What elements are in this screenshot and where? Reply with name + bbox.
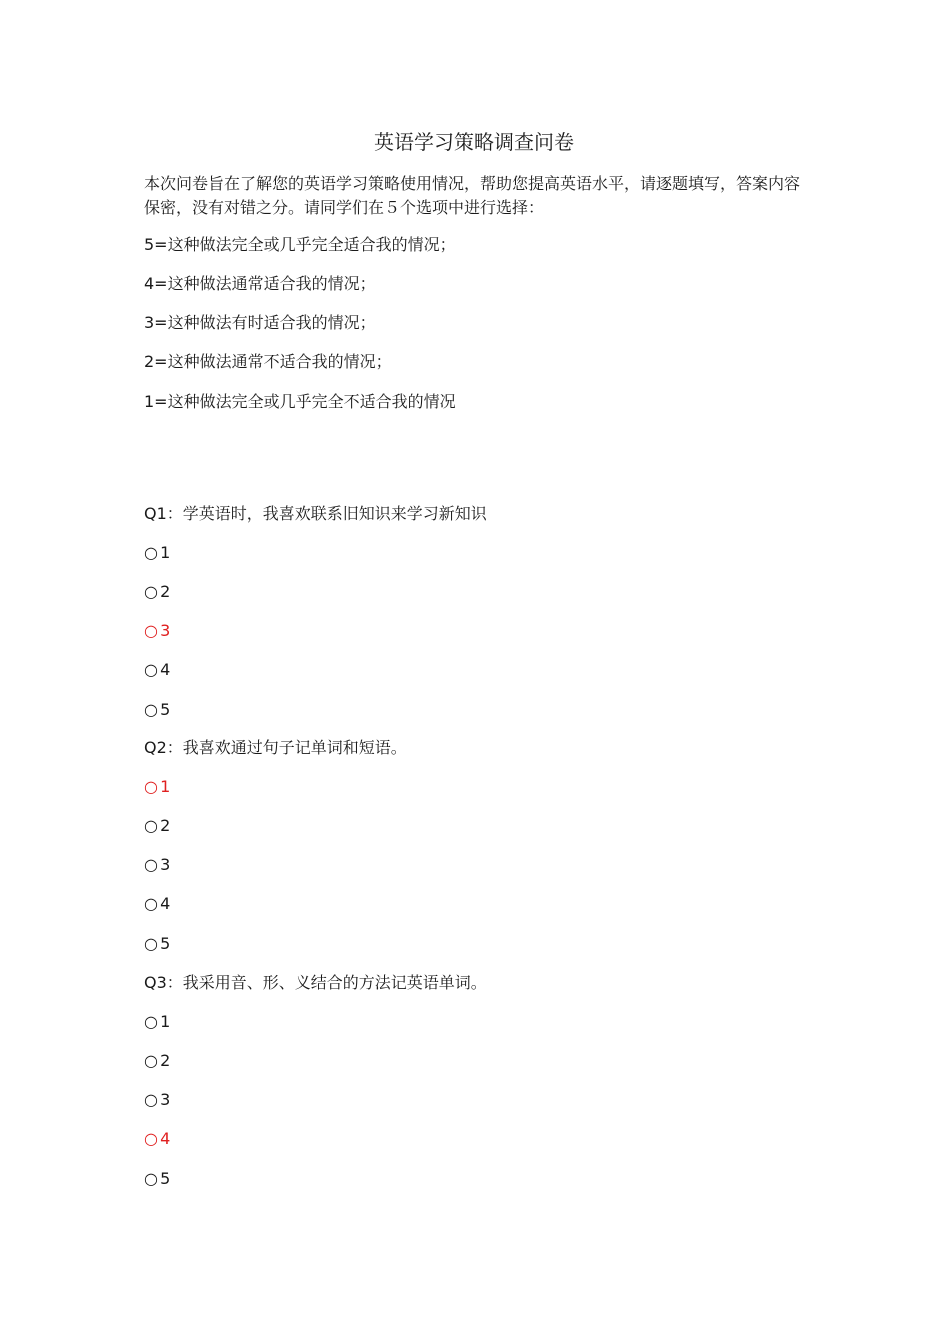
q3-option-4[interactable] bbox=[144, 1127, 170, 1151]
q2-option-5[interactable] bbox=[144, 932, 170, 956]
q3-option-1[interactable] bbox=[144, 1010, 170, 1034]
q2-option-2[interactable] bbox=[144, 814, 170, 838]
option-label: 1 bbox=[160, 1012, 171, 1031]
q2-option-4[interactable] bbox=[144, 892, 170, 916]
intro-text: 本次问卷旨在了解您的英语学习策略使用情况，帮助您提高英语水平，请逐题填写，答案内容保密，没有对错之分。请同学们在５个选项中进行选择： bbox=[144, 174, 801, 217]
radio-icon: ○ bbox=[144, 543, 158, 562]
scale-item-5: 5=这种做法完全或几乎完全适合我的情况； bbox=[144, 235, 456, 254]
option-label: 2 bbox=[160, 816, 171, 835]
scale-item-3: 3=这种做法有时适合我的情况； bbox=[144, 313, 376, 332]
q3-option-2[interactable] bbox=[144, 1049, 170, 1073]
scale-item-4: 4=这种做法通常适合我的情况； bbox=[144, 274, 376, 293]
q1-option-1[interactable] bbox=[144, 541, 170, 565]
q1-option-2[interactable] bbox=[144, 580, 170, 604]
option-label: 1 bbox=[160, 543, 171, 562]
q2-option-3[interactable] bbox=[144, 853, 170, 877]
radio-icon: ○ bbox=[144, 582, 158, 601]
option-label: 3 bbox=[160, 855, 171, 874]
scale-item-2: 2=这种做法通常不适合我的情况； bbox=[144, 352, 392, 371]
option-label: 5 bbox=[160, 934, 171, 953]
q1-option-5[interactable] bbox=[144, 698, 170, 722]
option-label: 3 bbox=[160, 621, 171, 640]
question-label-q2: Q2：我喜欢通过句子记单词和短语。 bbox=[144, 738, 407, 757]
question-label-q3: Q3：我采用音、形、义结合的方法记英语单词。 bbox=[144, 973, 487, 992]
option-label: 2 bbox=[160, 582, 171, 601]
radio-icon: ○ bbox=[144, 934, 158, 953]
question-label-q1: Q1：学英语时，我喜欢联系旧知识来学习新知识 bbox=[144, 504, 487, 523]
radio-icon: ○ bbox=[144, 700, 158, 719]
option-label: 3 bbox=[160, 1090, 171, 1109]
radio-icon: ○ bbox=[144, 1051, 158, 1070]
radio-icon: ○ bbox=[144, 1090, 158, 1109]
option-label: 5 bbox=[160, 1169, 171, 1188]
radio-icon: ○ bbox=[144, 1012, 158, 1031]
option-label: 1 bbox=[160, 777, 171, 796]
option-label: 4 bbox=[160, 1129, 171, 1148]
radio-icon: ○ bbox=[144, 660, 158, 679]
q1-option-3[interactable] bbox=[144, 619, 170, 643]
option-label: 2 bbox=[160, 1051, 171, 1070]
option-label: 4 bbox=[160, 660, 171, 679]
q3-option-3[interactable] bbox=[144, 1088, 170, 1112]
q3-option-5[interactable] bbox=[144, 1167, 170, 1191]
option-label: 5 bbox=[160, 700, 171, 719]
radio-icon: ○ bbox=[144, 1129, 158, 1148]
radio-icon: ○ bbox=[144, 777, 158, 796]
q1-option-4[interactable] bbox=[144, 658, 170, 682]
radio-icon: ○ bbox=[144, 816, 158, 835]
scale-item-1: 1=这种做法完全或几乎完全不适合我的情况 bbox=[144, 392, 456, 411]
option-label: 4 bbox=[160, 894, 171, 913]
radio-icon: ○ bbox=[144, 621, 158, 640]
page-title: 英语学习策略调查问卷 bbox=[374, 130, 574, 154]
radio-icon: ○ bbox=[144, 1169, 158, 1188]
radio-icon: ○ bbox=[144, 855, 158, 874]
radio-icon: ○ bbox=[144, 894, 158, 913]
q2-option-1[interactable] bbox=[144, 775, 170, 799]
